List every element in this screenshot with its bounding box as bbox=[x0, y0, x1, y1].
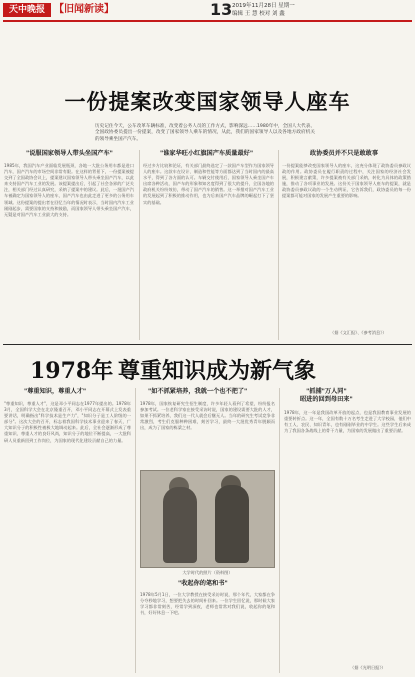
article2-col1-subhead: "尊重知识，尊重人才" bbox=[24, 388, 87, 395]
article2-headline: 尊重知识成为新气象 bbox=[118, 358, 317, 384]
historical-photo bbox=[140, 470, 275, 568]
newspaper-logo: 天中晚报 bbox=[3, 3, 51, 17]
page-number: 13 bbox=[210, 0, 233, 19]
article1-col1-text: 1985年，我国汽车产业面临发展瓶颈，各地一大批公务用车都是进口汽车，国产汽车的市场空间非常有限。在这样的背景下，一份提案被提交到了全国政协会议上，提案建议国家领导人带头乘坐国产汽车，以此来支持国产汽车工业的发展。该提案提出后，引起了社会各界的广泛关注，相关部门经过认真研究，采纳了提案中的建议。此后，一批国产汽车被确定为国家领导人的座车，国产汽车也由此走进了更多的公务用车领域。这份提案的提出者在回忆当年的情况时表示，当时国内汽车工业刚刚起步，需要国家的支持和鼓励，而国家领导人带头乘坐国产汽车，无疑是对国产汽车工业最大的支持。 bbox=[4, 163, 134, 217]
masthead-rule bbox=[3, 20, 412, 22]
column-divider bbox=[278, 150, 279, 340]
column-divider bbox=[139, 150, 140, 340]
column-divider bbox=[135, 388, 136, 673]
section-title: 【旧闻新读】 bbox=[54, 4, 114, 15]
article2-col3-subhead: "抓捕"万人同" 昭进的回到母田来" bbox=[300, 388, 353, 403]
article2-headline-year: 1978年 bbox=[30, 358, 114, 384]
article2-col2-text: 1978年，国家恢复研究生招生制度，许多年轻人看到了希望，纷纷报名参加考试。一位老科学家在接受采访时说，国家的建设需要大批的人才，如果不抓紧培养，我们这一代人就会后继无人。当年的研究生考试竞争非常激烈，考生们克服种种困难，刻苦学习，最终一大批优秀青年脱颖而出，成为了国家的栋梁之材。 bbox=[140, 401, 275, 431]
article2-col3-text: 1978年，这一年是我国改革开放的起点，也是我国教育事业发展的重要转折点。这一年，全国有数十万名考生走进了大学校园，他们中有工人、农民、知识青年，也有刚刚毕业的中学生。这些学生后来成为了我国各条战线上的骨干力量，为国家的发展做出了重要贡献。 bbox=[284, 410, 411, 434]
article2-col2b-text: 1978年5月1日，一位大学教授在接受采访时说，那个年代，大家都在争分夺秒地学习，想要把失去的时间补回来。一位学生回忆说，那时候大家学习都非常刻苦，经常学到深夜，老师也常常对我们说，收起你的笔和书，好好休息一下吧。 bbox=[140, 592, 275, 616]
article1-col3-subhead: 政协委员并不只是敢敢事 bbox=[310, 150, 379, 157]
article2-source: （据《光明日报》） bbox=[350, 665, 386, 670]
article1-col2-text: 经过多方比较和论证，有关部门最终选定了一款国产车型作为国家领导人的座车。这款车在设计、制造和性能等方面都达到了当时国内的最高水平，得到了各方面的认可。车辆交付使用后，国家领导人乘坐国产车出席各种活动，国产车的形象和知名度得到了很大的提升，全国各地的政府机关纷纷效仿，带动了国产汽车的销售。这一举措对国产汽车工业的发展起到了积极的推动作用，也为后来国产汽车品牌的崛起打下了坚实的基础。 bbox=[143, 163, 274, 205]
article1-headline: 一份提案改变国家领导人座车 bbox=[64, 89, 351, 114]
staff-line: 编辑 王 慧 校对 刘 鑫 bbox=[232, 11, 285, 17]
section-divider bbox=[3, 344, 412, 345]
article1-col3-text: 一份提案能够改变国家领导人的座车，这充分体现了政协委员参政议政的作用。政协委员在履行职责的过程中，关注国家的经济社会发展，积极建言献策，许多提案被有关部门采纳，转化为具体的政策措施，推动了各项事业的发展。这份关于国家领导人座车的提案，就是政协委员参政议政的一个生动例证，它告诉我们，政协委员的每一份提案都可能对国家的发展产生重要的影响。 bbox=[282, 163, 411, 199]
person-figure bbox=[163, 487, 197, 563]
article1-source: （据《文汇报》、《参考消息》） bbox=[330, 330, 387, 335]
photo-caption: 大学时代的照片（资料图） bbox=[182, 570, 233, 575]
article1-lead: 历史记住今天，公车改革车辆标准，改变着公务人员的工作方式，影响深远……1980年中，全国人大代表、全国政协委员提出一份提案，改变了国家领导人乘车的情况，从此，我们的国家领导人以及各地方政府机关的领导乘坐国产汽车。 bbox=[95, 124, 315, 142]
date-line: 2019年11月28日 星期一 bbox=[232, 3, 295, 9]
article2-col2-subhead: "如不抓紧培养，我就一个也不把了" bbox=[148, 388, 248, 395]
article2-col2b-subhead: "收起你的笔和书" bbox=[178, 580, 228, 587]
article2-col1-text: "尊重知识，尊重人才"，这是邓小平同志在1977年提出的。1978年3月，全国科学大会在北京隆重召开，邓小平同志在开幕式上发表重要讲话，明确指出"科学技术是生产力"，"知识分子是工人阶级的一部分"。这次大会的召开，标志着我国科学技术事业迎来了春天，广大知识分子的积极性被极大地调动起来。此后，全社会逐渐形成了尊重知识、尊重人才的良好风尚，知识分子的地位不断提高，一大批科研人员重新回到工作岗位，为国家的现代化建设贡献自己的力量。 bbox=[4, 401, 131, 443]
article1-col2-subhead: "谁家华旺小红旗国产车质量最好" bbox=[160, 150, 254, 157]
person-figure bbox=[215, 485, 249, 563]
article1-col1-subhead: "说服国家领导人带头坐国产车" bbox=[26, 150, 113, 157]
column-divider bbox=[279, 388, 280, 673]
